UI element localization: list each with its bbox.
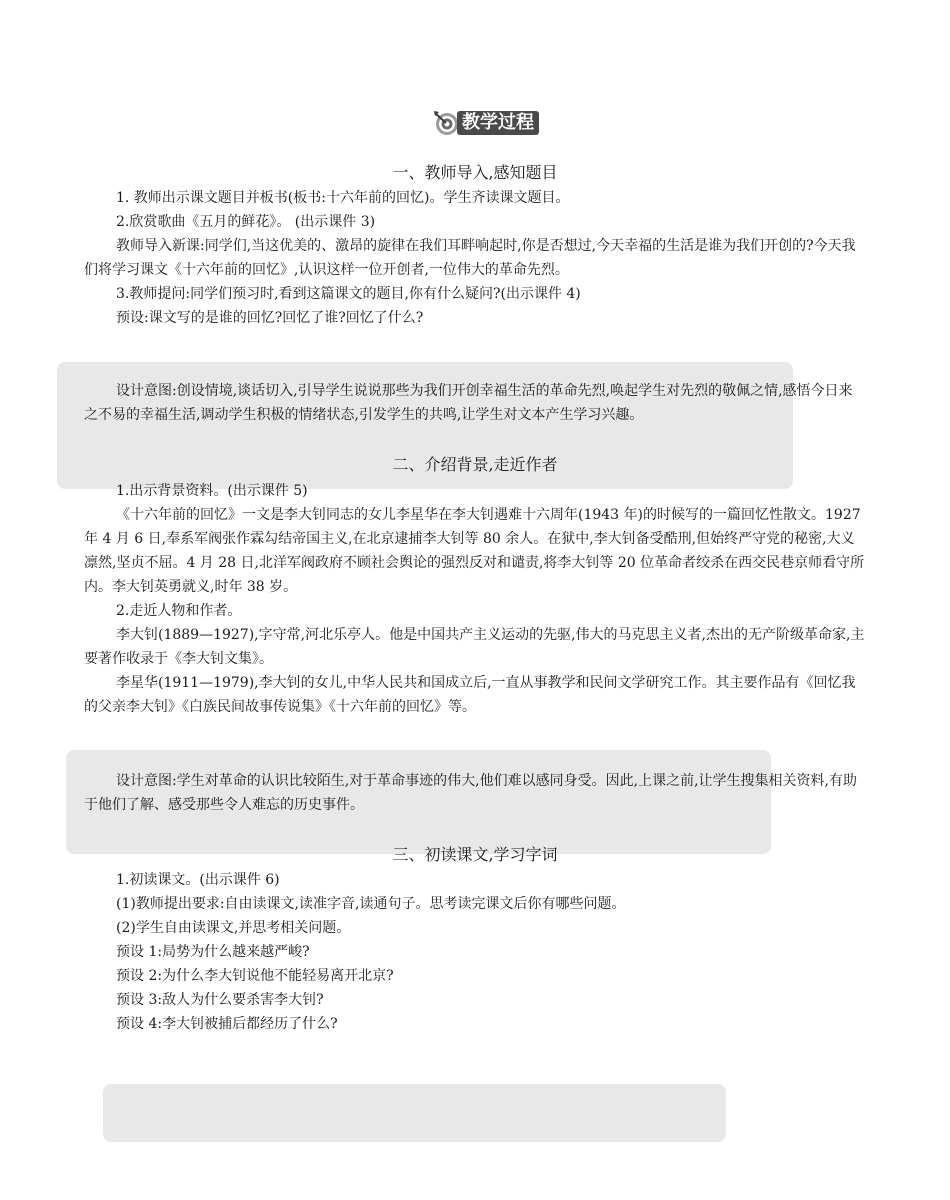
paragraph: 李星华(1911—1979),李大钊的女儿,中华人民共和国成立后,一直从事教学和民间文学研究工作。其主要作品有《回忆我的父亲李大钊》《白族民间故事传说集》《十六年前的回忆》等。	[84, 675, 856, 715]
design-intent-text: 设计意图:创设情境,谈话切入,引导学生说说那些为我们开创幸福生活的革命先烈,唤起学生对先烈的敬佩之情,感悟今日来之不易的幸福生活,调动学生积极的情绪状态,引发学生的共鸣,让学生对文本产生学习兴趣。	[84, 383, 853, 423]
paragraph: 预设 1:局势为什么越来越严峻?	[116, 944, 310, 960]
paragraph: 预设 4:李大钊被捕后都经历了什么?	[116, 1016, 338, 1032]
paragraph: 《十六年前的回忆》一文是李大钊同志的女儿李星华在李大钊遇难十六周年(1943 年)的时候写的一篇回忆性散文。1927 年 4 月 6 日,奉系军阀张作霖勾结帝国主义,在北京逮捕李大钊等 80 余人。在狱中,李大钊备受酷刑,但始终严守党的秘密,大义凛然,坚贞不屈。4 月 28 日,北洋军阀政府不顾社会舆论的强烈反对和谴责,将李大钊等 20 位革命者绞杀在西交民巷京师看守所内。李大钊英勇就义,时年 38 岁。	[84, 507, 865, 595]
section-title-2: 二、介绍背景,走近作者	[392, 455, 558, 474]
paragraph: 预设:课文写的是谁的回忆?回忆了谁?回忆了什么?	[116, 310, 424, 326]
paragraph: 预设 3:敌人为什么要杀害李大钊?	[116, 992, 324, 1008]
paragraph: 2.走近人物和作者。	[116, 603, 242, 619]
paragraph: 2.欣赏歌曲《五月的鲜花》。 (出示课件 3)	[116, 214, 376, 230]
paragraph: 1.初读课文。(出示课件 6)	[116, 872, 280, 888]
paragraph: 教师导入新课:同学们,当这优美的、激昂的旋律在我们耳畔响起时,你是否想过,今天幸福的生活是谁为我们开创的?今天我们将学习课文《十六年前的回忆》,认识这样一位开创者,一位伟大的革命先烈。	[84, 238, 856, 278]
section-title-1: 一、教师导入,感知题目	[392, 163, 558, 182]
section-title-3: 三、初读课文,学习字词	[392, 845, 558, 864]
empty-gray-box	[103, 1084, 726, 1142]
target-icon	[433, 110, 459, 136]
design-intent-text: 设计意图:学生对革命的认识比较陌生,对于革命事迹的伟大,他们难以感同身受。因此,上课之前,让学生搜集相关资料,有助于他们了解、感受那些令人难忘的历史事件。	[84, 773, 857, 813]
paragraph: 1. 教师出示课文题目并板书(板书:十六年前的回忆)。学生齐读课文题目。	[116, 190, 570, 206]
paragraph: 3.教师提问:同学们预习时,看到这篇课文的题目,你有什么疑问?(出示课件 4)	[116, 286, 581, 302]
section-header-badge	[433, 110, 539, 136]
teaching-process-title: 教学过程	[457, 111, 539, 135]
paragraph: (1)教师提出要求:自由读课文,读准字音,读通句子。思考读完课文后你有哪些问题。	[116, 896, 626, 912]
paragraph: 李大钊(1889—1927),字守常,河北乐亭人。他是中国共产主义运动的先驱,伟大的马克思主义者,杰出的无产阶级革命家,主要著作收录于《李大钊文集》。	[84, 627, 865, 667]
paragraph: 预设 2:为什么李大钊说他不能轻易离开北京?	[116, 968, 394, 984]
paragraph: 1.出示背景资料。(出示课件 5)	[116, 483, 308, 499]
paragraph: (2)学生自由读课文,并思考相关问题。	[116, 920, 351, 936]
